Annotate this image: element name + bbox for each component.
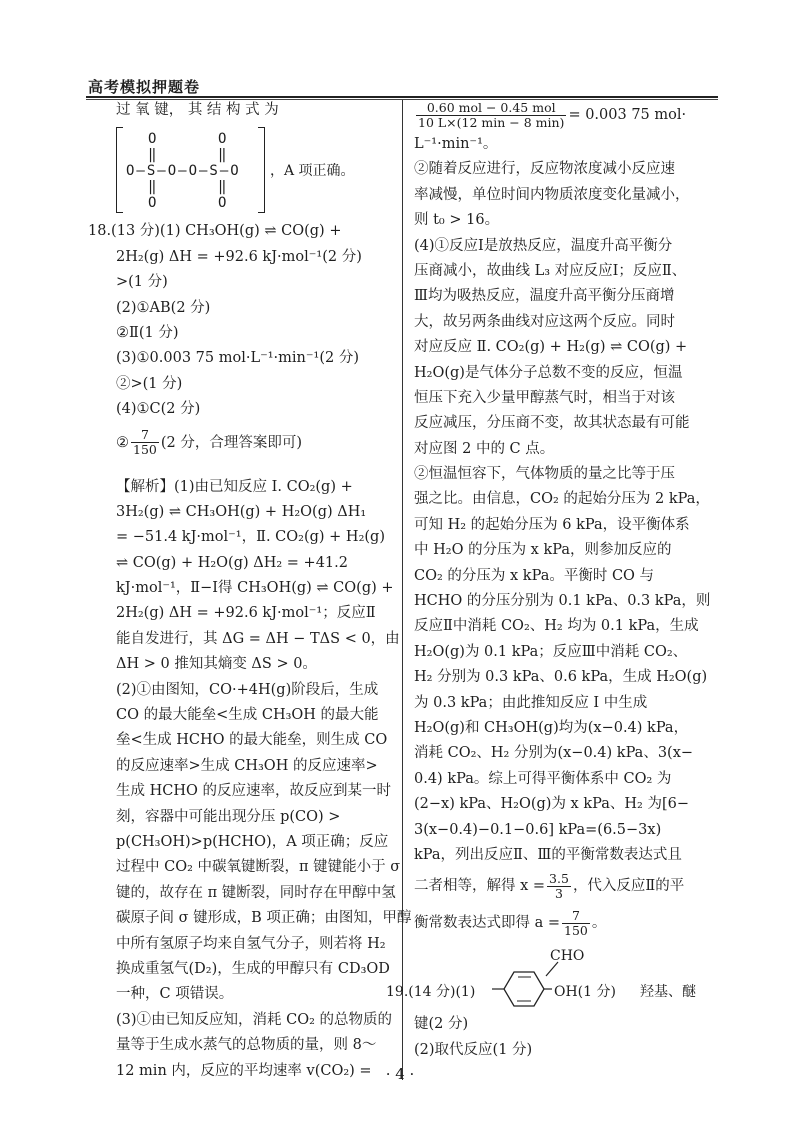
right-line-8: 对应反应 Ⅱ. CO₂(g) + H₂(g) ⇌ CO(g) +: [414, 339, 688, 356]
right-line-14: 强之比。由信息，CO₂ 的起始分压为 2 kPa，: [414, 491, 710, 508]
q18-fraction-line: [116, 423, 394, 463]
q19-cho-label: CHO: [550, 948, 585, 965]
right-line-15: 可知 H₂ 的起始分压为 6 kPa，设平衡体系: [414, 516, 690, 533]
x-solution-line: [414, 868, 710, 904]
q18-frac-den: 150: [133, 442, 157, 458]
analysis-line-5: 2H₂(g) ΔH = +92.6 kJ·mol⁻¹；反应Ⅱ: [116, 605, 376, 622]
struct-bond-top-2: ‖: [218, 147, 227, 164]
right-line-24: 消耗 CO₂、H₂ 分别为(x−0.4) kPa、3(x−: [414, 745, 694, 762]
rate-fraction-line: [414, 98, 710, 132]
rate-fraction: [416, 101, 566, 130]
struct-o-bottom-2: O: [218, 195, 227, 212]
right-line-7: 大，故另两条曲线对应这两个反应。同时: [414, 313, 675, 330]
q18-line-1: 2H₂(g) ΔH = +92.6 kJ·mol⁻¹(2 分): [116, 248, 362, 265]
right-line-3: 则 t₀ > 16。: [414, 212, 500, 229]
q19-prefix: 19.(14 分)(1): [386, 984, 476, 1001]
q19-line-3: (2)取代反应(1 分): [414, 1041, 533, 1058]
right-line-27: 3(x−0.4)−0.1−0.6] kPa=(6.5−3x): [414, 821, 662, 838]
analysis-line-16: 键的，故存在 π 键断裂，同时存在甲醇中氢: [116, 884, 396, 901]
spacer: [116, 463, 394, 475]
intro-line: 过 氧 键， 其 结 构 式 为: [116, 102, 279, 118]
analysis-line-21: (3)①由已知反应知，消耗 CO₂ 的总物质的: [116, 1011, 393, 1028]
struct-o-top-2: O: [218, 131, 227, 148]
analysis-line-1: 3H₂(g) ⇌ CH₃OH(g) + H₂O(g) ΔH₁: [116, 503, 367, 520]
struct-chain: O—S—O—O—S—O: [126, 163, 241, 180]
struct-bond-top-1: ‖: [148, 147, 157, 164]
page-header-title: 高考模拟押题卷: [88, 78, 201, 96]
q18-line-5: (3)①0.003 75 mol·L⁻¹·min⁻¹(2 分): [116, 350, 359, 367]
right-line-4: (4)①反应Ⅰ是放热反应，温度升高平衡分: [414, 237, 673, 254]
analysis-line-13: 刻，容器中可能出现分压 p(CO) >: [116, 808, 341, 825]
analysis-line-3: ⇌ CO(g) + H₂O(g) ΔH₂ = +41.2: [116, 554, 348, 571]
column-divider: [402, 100, 403, 1080]
struct-bond-bottom-1: ‖: [148, 179, 157, 196]
right-line-23: H₂O(g)和 CH₃OH(g)均为(x−0.4) kPa，: [414, 719, 689, 736]
struct-bond-bottom-2: ‖: [218, 179, 227, 196]
analysis-line-23: 12 min 内，反应的平均速率 v(CO₂) =: [116, 1062, 372, 1079]
page-number: · 4 ·: [385, 1065, 415, 1083]
right-column: [386, 98, 711, 1063]
a-solution-line: [414, 904, 710, 942]
right-line-17: CO₂ 的分压为 x kPa。平衡时 CO 与: [414, 567, 655, 584]
right-line-16: 中 H₂O 的分压为 x kPa，则参加反应的: [414, 542, 672, 559]
struct-o-bottom-1: O: [148, 195, 157, 212]
structure-bracket-left: [116, 127, 123, 213]
q19-oh-label: OH(1 分): [554, 984, 616, 1001]
rate-frac-num: 0.60 mol − 0.45 mol: [416, 101, 566, 116]
analysis-line-14: p(CH₃OH)>p(HCHO)，A 项正确；反应: [116, 833, 389, 850]
x-frac-num: 3.5: [549, 870, 569, 886]
q18-line-6: ②>(1 分): [116, 375, 183, 392]
right-line-2: 率减慢，单位时间内物质浓度变化量减小，: [414, 186, 690, 203]
analysis-line-0: 【解析】(1)由已知反应 Ⅰ. CO₂(g) +: [116, 478, 353, 495]
x-frac-den: 3: [555, 885, 563, 901]
analysis-line-12: 生成 HCHO 的反应速率，故反应到某一时: [116, 783, 391, 800]
q19-line-2: 键(2 分): [414, 1016, 469, 1033]
a-frac-num: 7: [562, 909, 590, 924]
analysis-line-4: kJ·mol⁻¹，Ⅱ−Ⅰ得 CH₃OH(g) ⇌ CO(g) +: [116, 580, 394, 597]
right-line-11: 反应减压，分压商不变，故其状态最有可能: [414, 415, 690, 432]
structure-bracket-right: [258, 127, 265, 213]
right-line-22: 为 0.3 kPa；由此推知反应 Ⅰ 中生成: [414, 694, 648, 711]
a-fraction: [562, 909, 590, 938]
right-line-20: H₂O(g)为 0.1 kPa；反应Ⅲ中消耗 CO₂、: [414, 643, 688, 660]
x-fraction: [547, 872, 571, 901]
right-line-26: (2−x) kPa、H₂O(g)为 x kPa、H₂ 为[6−: [414, 796, 689, 813]
rate-frac-result: = 0.003 75 mol·: [568, 107, 687, 123]
struct-tail-text: ，A 项正确。: [270, 163, 355, 180]
peroxydisulfate-structure: [116, 127, 394, 215]
analysis-line-15: 过程中 CO₂ 中碳氧键断裂，π 键键能小于 σ: [116, 859, 401, 876]
right-line-13: ②恒温恒容下，气体物质的量之比等于压: [414, 466, 675, 483]
q18-line-0: 18.(13 分)(1) CH₃OH(g) ⇌ CO(g) +: [88, 223, 342, 240]
analysis-line-6: 能自发进行，其 ΔG = ΔH − TΔS < 0，由: [116, 630, 400, 647]
analysis-line-7: ΔH > 0 推知其熵变 ΔS > 0。: [116, 656, 317, 673]
q18-line-3: (2)①AB(2 分): [116, 299, 211, 316]
analysis-line-18: 中所有氢原子均来自氢气分子，则若将 H₂: [116, 935, 386, 952]
q18-line-2: >(1 分): [116, 274, 168, 291]
analysis-line-8: (2)①由图知，CO·+4H(g)阶段后，生成: [116, 681, 379, 698]
analysis-line-20: 一种，C 项错误。: [116, 986, 234, 1003]
q18-frac-suffix: (2 分，合理答案即可): [160, 434, 303, 451]
a-line-pre: 衡常数表达式即得 a =: [414, 915, 561, 932]
analysis-line-10: 垒<生成 HCHO 的最大能垒，则生成 CO: [116, 732, 388, 749]
q18-frac-num: 7: [131, 428, 159, 443]
right-line-18: HCHO 的分压分别为 0.1 kPa、0.3 kPa，则: [414, 593, 711, 610]
q19-tail: 羟基、醚: [640, 984, 696, 1001]
a-line-post: 。: [591, 915, 607, 932]
right-line-28: kPa，列出反应Ⅱ、Ⅲ的平衡常数表达式且: [414, 846, 682, 863]
q18-frac-prefix: ②: [116, 434, 129, 451]
analysis-line-11: 的反应速率>生成 CH₃OH 的反应速率>: [116, 757, 378, 774]
x-line-pre: 二者相等，解得 x =: [414, 878, 546, 895]
left-column: [88, 98, 412, 1084]
analysis-line-9: CO 的最大能垒<生成 CH₃OH 的最大能: [116, 707, 379, 724]
right-line-6: Ⅲ均为吸热反应，温度升高平衡分压商增: [414, 288, 675, 305]
right-line-1: ②随着反应进行，反应物浓度减小反应速: [414, 161, 675, 178]
analysis-line-19: 换成重氢气(D₂)，生成的甲醇只有 CD₃OD: [116, 960, 390, 977]
right-line-21: H₂ 分别为 0.3 kPa、0.6 kPa，生成 H₂O(g): [414, 669, 708, 686]
right-line-10: 恒压下充入少量甲醇蒸气时，相当于对该: [414, 389, 675, 406]
rate-frac-den: 10 L×(12 min − 8 min): [418, 114, 565, 130]
analysis-line-2: = −51.4 kJ·mol⁻¹，Ⅱ. CO₂(g) + H₂(g): [116, 529, 385, 546]
right-line-19: 反应Ⅱ中消耗 CO₂、H₂ 均为 0.1 kPa，生成: [414, 618, 699, 635]
right-line-12: 对应图 2 中的 C 点。: [414, 440, 555, 457]
right-line-5: 压商减小，故曲线 L₃ 对应反应Ⅰ；反应Ⅱ、: [414, 262, 687, 279]
x-line-post: ，代入反应Ⅱ的平: [572, 878, 685, 895]
q19-structure-line: [386, 942, 710, 1012]
a-frac-den: 150: [564, 922, 588, 938]
right-line-0: L⁻¹·min⁻¹。: [414, 136, 498, 152]
struct-o-top-1: O: [148, 131, 157, 148]
q18-line-7: (4)①C(2 分): [116, 401, 201, 418]
right-line-9: H₂O(g)是气体分子总数不变的反应，恒温: [414, 364, 683, 381]
q18-fraction: [131, 428, 159, 457]
analysis-line-22: 量等于生成水蒸气的总物质的量，则 8～: [116, 1037, 377, 1054]
q18-line-4: ②Ⅱ(1 分): [116, 324, 179, 341]
analysis-line-17: 碳原子间 σ 键形成，B 项正确；由图知，甲醇: [116, 910, 412, 927]
right-line-25: 0.4) kPa。综上可得平衡体系中 CO₂ 为: [414, 770, 672, 787]
